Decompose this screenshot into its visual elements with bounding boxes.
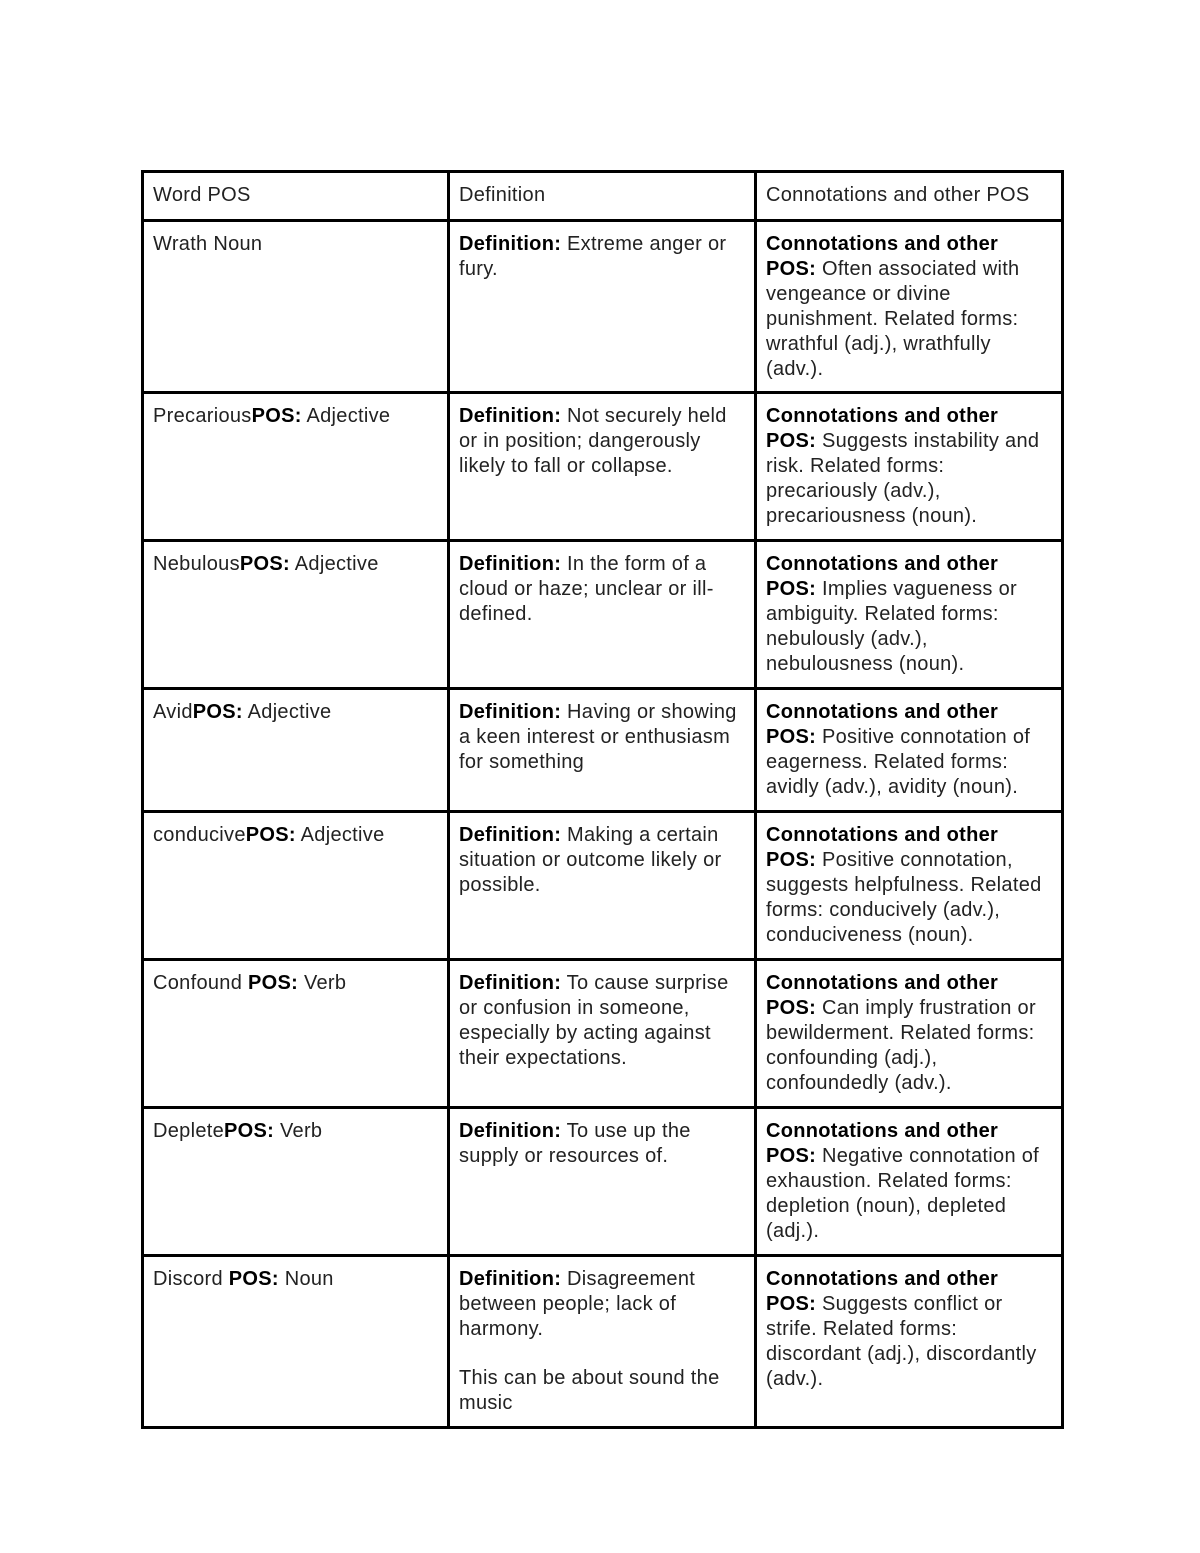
connotations-text: Negative connotation of exhaustion. Related forms: depletion (noun), depleted (adj.). <box>766 1145 1040 1242</box>
connotations-text: Often associated with vengeance or divine punishment. Related forms: wrathful (adj.), wrathfully (adv.). <box>766 258 1020 380</box>
word-cell <box>143 1256 449 1428</box>
connotations-text: Suggests instability and risk. Related forms: precariously (adv.), precariousness (noun). <box>766 430 1040 527</box>
word-text: Confound <box>153 972 248 994</box>
pos-text: Adjective <box>306 405 391 427</box>
definition-cell <box>449 689 756 812</box>
connotations-text: Positive connotation of eagerness. Related forms: avidly (adv.), avidity (noun). <box>766 726 1031 798</box>
word-cell <box>143 221 449 393</box>
connotations-label: Connotations and other POS: <box>766 972 999 1019</box>
pos-label: POS: <box>251 405 302 427</box>
connotations-cell <box>756 393 1063 541</box>
vocabulary-table <box>141 170 1064 1429</box>
word-cell <box>143 689 449 812</box>
connotations-text: Can imply frustration or bewilderment. Related forms: confounding (adj.), confoundedly (adv.). <box>766 997 1036 1094</box>
connotations-label: Connotations and other POS: <box>766 1120 999 1167</box>
connotations-cell <box>756 541 1063 689</box>
connotations-cell <box>756 812 1063 960</box>
definition-label: Definition: <box>459 1120 562 1142</box>
definition-note: This can be about sound the music <box>459 1367 720 1414</box>
word-text: Discord <box>153 1268 229 1290</box>
definition-cell <box>449 812 756 960</box>
definition-text: To cause surprise or confusion in someone, especially by acting against their expectations. <box>459 972 729 1069</box>
definition-text: Extreme anger or fury. <box>459 233 727 280</box>
table-row <box>143 960 1063 1108</box>
definition-text: Disagreement between people; lack of harmony. <box>459 1268 696 1340</box>
definition-cell <box>449 541 756 689</box>
definition-cell <box>449 960 756 1108</box>
pos-text: Verb <box>303 972 347 994</box>
pos-label: POS: <box>239 553 291 575</box>
definition-label: Definition: <box>459 1268 562 1290</box>
word-text: Precarious <box>153 405 252 427</box>
word-cell <box>143 960 449 1108</box>
word-cell <box>143 541 449 689</box>
connotations-cell <box>756 960 1063 1108</box>
connotations-text: Suggests conflict or strife. Related forms: discordant (adj.), discordantly (adv.). <box>766 1293 1037 1390</box>
table-row <box>143 393 1063 541</box>
pos-label: POS: <box>192 701 243 723</box>
word-text: conducive <box>153 824 246 846</box>
connotations-text: Implies vagueness or ambiguity. Related forms: nebulously (adv.), nebulousness (noun). <box>766 578 1017 675</box>
pos-label: POS: <box>224 1120 275 1142</box>
definition-cell <box>449 221 756 393</box>
definition-label: Definition: <box>459 405 562 427</box>
definition-label: Definition: <box>459 701 562 723</box>
definition-cell <box>449 1256 756 1428</box>
connotations-label: Connotations and other POS: <box>766 1268 999 1315</box>
header-word-pos: Word POS <box>143 172 449 221</box>
table-row <box>143 221 1063 393</box>
pos-text: Adjective <box>247 701 332 723</box>
word-text: Deplete <box>153 1120 225 1142</box>
definition-paragraph <box>459 1267 745 1342</box>
pos-label: POS: <box>245 824 296 846</box>
definition-label: Definition: <box>459 233 562 255</box>
table-row <box>143 1256 1063 1428</box>
pos-text: Noun <box>284 1268 334 1290</box>
definition-text: Having or showing a keen interest or enthusiasm for something <box>459 701 737 773</box>
word-text: Nebulous <box>153 553 240 575</box>
table-header-row <box>143 172 1063 221</box>
pos-text: Adjective <box>300 824 385 846</box>
connotations-label: Connotations and other POS: <box>766 233 999 280</box>
connotations-label: Connotations and other POS: <box>766 824 999 871</box>
connotations-text: Positive connotation, suggests helpfulness. Related forms: conducively (adv.), conduciveness (noun). <box>766 849 1042 946</box>
pos-text: Verb <box>280 1120 323 1142</box>
word-cell <box>143 393 449 541</box>
connotations-cell <box>756 221 1063 393</box>
definition-text: Making a certain situation or outcome likely or possible. <box>459 824 722 896</box>
connotations-label: Connotations and other POS: <box>766 405 999 452</box>
definition-label: Definition: <box>459 972 562 994</box>
table-row <box>143 541 1063 689</box>
definition-text: In the form of a cloud or haze; unclear or ill-defined. <box>459 553 714 625</box>
header-connotations: Connotations and other POS <box>756 172 1063 221</box>
definition-cell <box>449 1108 756 1256</box>
pos-label: POS: <box>228 1268 279 1290</box>
pos-text: Adjective <box>294 553 379 575</box>
header-definition: Definition <box>449 172 756 221</box>
definition-label: Definition: <box>459 553 562 575</box>
table-row <box>143 689 1063 812</box>
table-row <box>143 812 1063 960</box>
definition-text: To use up the supply or resources of. <box>459 1120 691 1167</box>
definition-text: Not securely held or in position; dangerously likely to fall or collapse. <box>459 405 727 477</box>
word-cell <box>143 812 449 960</box>
word-text: Avid <box>153 701 193 723</box>
connotations-label: Connotations and other POS: <box>766 553 999 600</box>
connotations-cell <box>756 689 1063 812</box>
table-row <box>143 1108 1063 1256</box>
word-text: Wrath Noun <box>153 233 263 255</box>
pos-label: POS: <box>248 972 299 994</box>
word-cell <box>143 1108 449 1256</box>
connotations-cell <box>756 1108 1063 1256</box>
connotations-cell <box>756 1256 1063 1428</box>
definition-label: Definition: <box>459 824 562 846</box>
definition-cell <box>449 393 756 541</box>
connotations-label: Connotations and other POS: <box>766 701 999 748</box>
